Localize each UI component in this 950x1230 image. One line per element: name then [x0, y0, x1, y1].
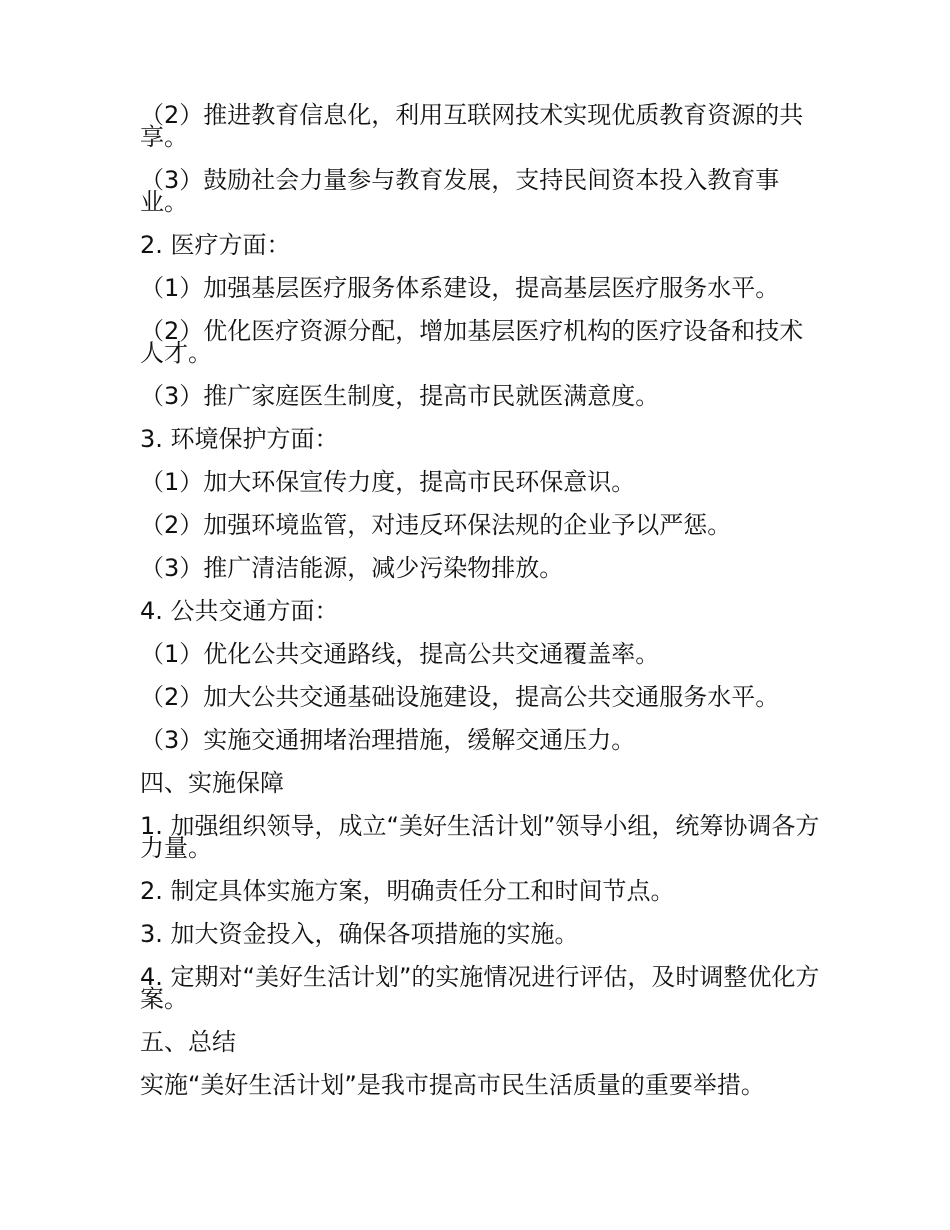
heading-transport: 4. 公共交通方面： — [140, 597, 339, 625]
paragraph-medical-2: （2）优化医疗资源分配，增加基层医疗机构的医疗设备和技术人才。 — [140, 317, 804, 367]
paragraph-transport-2: （2）加大公共交通基础设施建设，提高公共交通服务水平。 — [140, 683, 780, 711]
paragraph-medical-3: （3）推广家庭医生制度，提高市民就医满意度。 — [140, 382, 660, 410]
heading-medical: 2. 医疗方面： — [140, 231, 291, 259]
paragraph-implementation-3: 3. 加大资金投入，确保各项措施的实施。 — [140, 920, 579, 948]
paragraph-medical-1: （1）加强基层医疗服务体系建设，提高基层医疗服务水平。 — [140, 274, 780, 302]
paragraph-implementation-4: 4. 定期对“美好生活计划”的实施情况进行评估，及时调整优化方案。 — [140, 963, 820, 1013]
paragraph-summary: 实施“美好生活计划”是我市提高市民生活质量的重要举措。 — [140, 1071, 765, 1099]
heading-environment: 3. 环境保护方面： — [140, 425, 339, 453]
paragraph-transport-3: （3）实施交通拥堵治理措施，缓解交通压力。 — [140, 726, 636, 754]
paragraph-implementation-2: 2. 制定具体实施方案，明确责任分工和时间节点。 — [140, 877, 675, 905]
paragraph-transport-1: （1）优化公共交通路线，提高公共交通覆盖率。 — [140, 640, 660, 668]
paragraph-implementation-1: 1. 加强组织领导，成立“美好生活计划”领导小组，统筹协调各方力量。 — [140, 812, 820, 862]
heading-implementation: 四、实施保障 — [140, 769, 284, 797]
document-page — [140, 101, 820, 1117]
paragraph-environment-2: （2）加强环境监管，对违反环保法规的企业予以严惩。 — [140, 511, 732, 539]
heading-summary: 五、总结 — [140, 1028, 236, 1056]
paragraph-education-2: （2）推进教育信息化，利用互联网技术实现优质教育资源的共享。 — [140, 101, 804, 151]
paragraph-environment-3: （3）推广清洁能源，减少污染物排放。 — [140, 554, 564, 582]
paragraph-environment-1: （1）加大环保宣传力度，提高市民环保意识。 — [140, 468, 636, 496]
paragraph-education-3: （3）鼓励社会力量参与教育发展，支持民间资本投入教育事业。 — [140, 166, 780, 216]
